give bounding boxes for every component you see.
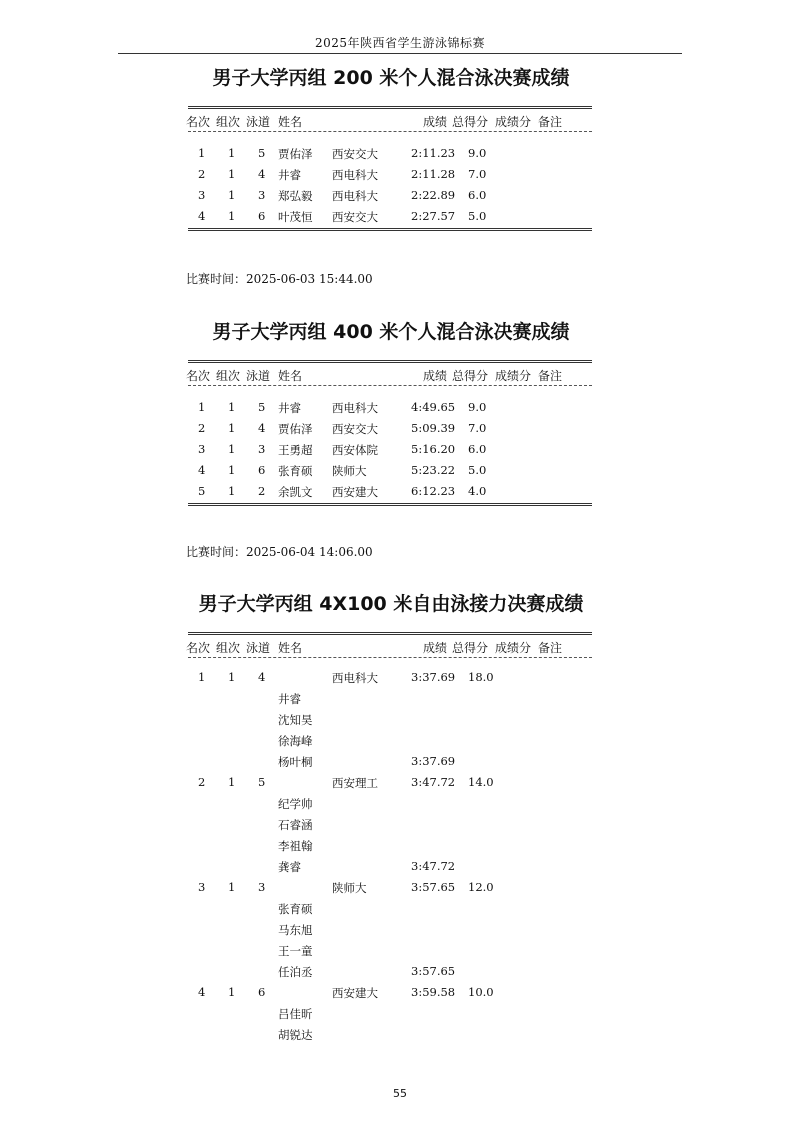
table-row — [186, 752, 596, 773]
points-cell: 5.0 — [468, 463, 487, 477]
time-cell: 3:47.72 — [411, 859, 456, 873]
points-cell: 7.0 — [468, 167, 487, 181]
heat-cell: 1 — [228, 463, 236, 477]
col-note: 备注 — [538, 369, 563, 383]
column-header-row — [186, 109, 596, 131]
name-cell: 李祖翰 — [278, 839, 313, 853]
col-score: 成绩分 — [495, 369, 532, 383]
table-row — [186, 878, 596, 899]
rank-cell: 3 — [198, 442, 206, 456]
col-lane: 泳道 — [246, 369, 271, 383]
meet-time: 比赛时间：2025-06-04 14:06.00 — [186, 545, 373, 559]
col-score: 成绩分 — [495, 641, 532, 655]
points-cell: 4.0 — [468, 484, 487, 498]
rank-cell: 1 — [198, 670, 206, 684]
lane-cell: 2 — [258, 484, 266, 498]
col-time: 成绩 — [423, 369, 448, 383]
heat-cell: 1 — [228, 985, 236, 999]
name-cell: 贾佑泽 — [278, 147, 313, 161]
header-rule — [118, 53, 682, 54]
name-cell: 吕佳昕 — [278, 1007, 313, 1021]
name-cell: 井睿 — [278, 401, 301, 415]
table-row — [186, 857, 596, 878]
team-cell: 西安理工 — [332, 776, 378, 790]
rank-cell: 3 — [198, 880, 206, 894]
event-section-200im — [186, 64, 596, 231]
lane-cell: 6 — [258, 463, 266, 477]
table-row — [186, 461, 596, 482]
table-row — [186, 440, 596, 461]
col-name: 姓名 — [278, 369, 303, 383]
table-row — [186, 941, 596, 962]
name-cell: 王一童 — [278, 944, 313, 958]
name-cell: 张育硕 — [278, 464, 313, 478]
rank-cell: 2 — [198, 421, 206, 435]
event-title: 男子大学丙组 400 米个人混合泳决赛成绩 — [212, 321, 570, 343]
column-header-row — [186, 363, 596, 385]
page-number: 55 — [393, 1087, 407, 1100]
table-row — [186, 920, 596, 941]
table-row — [186, 419, 596, 440]
time-cell: 5:09.39 — [411, 421, 456, 435]
table-row — [186, 689, 596, 710]
time-cell: 3:59.58 — [411, 985, 456, 999]
column-header-row — [186, 635, 596, 657]
table-row — [186, 165, 596, 186]
rank-cell: 5 — [198, 484, 206, 498]
name-cell: 石睿涵 — [278, 818, 313, 832]
team-cell: 西安建大 — [332, 485, 378, 499]
results-table — [186, 398, 596, 503]
double-rule — [188, 228, 592, 231]
time-cell: 3:47.72 — [411, 775, 456, 789]
name-cell: 郑弘毅 — [278, 189, 313, 203]
points-cell: 18.0 — [468, 670, 494, 684]
rank-cell: 4 — [198, 209, 206, 223]
col-heat: 组次 — [216, 641, 241, 655]
time-cell: 5:16.20 — [411, 442, 456, 456]
results-table — [186, 668, 596, 1046]
table-row — [186, 207, 596, 228]
team-cell: 西安交大 — [332, 422, 378, 436]
col-score: 成绩分 — [495, 115, 532, 129]
name-cell: 徐海峰 — [278, 734, 313, 748]
table-row — [186, 1025, 596, 1046]
points-cell: 12.0 — [468, 880, 494, 894]
team-cell: 西电科大 — [332, 189, 378, 203]
team-cell: 西电科大 — [332, 401, 378, 415]
name-cell: 张育硕 — [278, 902, 313, 916]
col-rank: 名次 — [186, 369, 211, 383]
lane-cell: 3 — [258, 880, 266, 894]
heat-cell: 1 — [228, 400, 236, 414]
name-cell: 余凯文 — [278, 485, 313, 499]
heat-cell: 1 — [228, 167, 236, 181]
heat-cell: 1 — [228, 442, 236, 456]
results-table — [186, 144, 596, 228]
lane-cell: 3 — [258, 188, 266, 202]
time-cell: 2:27.57 — [411, 209, 456, 223]
lane-cell: 3 — [258, 442, 266, 456]
heat-cell: 1 — [228, 209, 236, 223]
points-cell: 5.0 — [468, 209, 487, 223]
col-points: 总得分 — [452, 369, 489, 383]
event-title: 男子大学丙组 4X100 米自由泳接力决赛成绩 — [198, 593, 584, 615]
heat-cell: 1 — [228, 146, 236, 160]
col-time: 成绩 — [423, 641, 448, 655]
col-name: 姓名 — [278, 115, 303, 129]
rank-cell: 4 — [198, 985, 206, 999]
team-cell: 西安体院 — [332, 443, 378, 457]
lane-cell: 4 — [258, 670, 266, 684]
table-row — [186, 1004, 596, 1025]
col-heat: 组次 — [216, 115, 241, 129]
time-cell: 6:12.23 — [411, 484, 456, 498]
col-heat: 组次 — [216, 369, 241, 383]
col-lane: 泳道 — [246, 641, 271, 655]
team-cell: 西安交大 — [332, 147, 378, 161]
heat-cell: 1 — [228, 880, 236, 894]
table-row — [186, 482, 596, 503]
table-row — [186, 186, 596, 207]
name-cell: 任泊丞 — [278, 965, 313, 979]
lane-cell: 5 — [258, 775, 266, 789]
col-note: 备注 — [538, 641, 563, 655]
col-name: 姓名 — [278, 641, 303, 655]
name-cell: 马东旭 — [278, 923, 313, 937]
event-section-4x100-relay — [186, 590, 596, 1046]
name-cell: 王勇超 — [278, 443, 313, 457]
team-cell: 西安交大 — [332, 210, 378, 224]
lane-cell: 5 — [258, 400, 266, 414]
name-cell: 井睿 — [278, 692, 301, 706]
heat-cell: 1 — [228, 484, 236, 498]
lane-cell: 5 — [258, 146, 266, 160]
table-row — [186, 815, 596, 836]
table-row — [186, 668, 596, 689]
rank-cell: 2 — [198, 167, 206, 181]
team-cell: 陕师大 — [332, 881, 367, 895]
meet-time: 比赛时间：2025-06-03 15:44.00 — [186, 272, 373, 286]
event-section-400im — [186, 318, 596, 506]
rank-cell: 3 — [198, 188, 206, 202]
name-cell: 杨叶桐 — [278, 755, 313, 769]
heat-cell: 1 — [228, 775, 236, 789]
table-row — [186, 731, 596, 752]
table-row — [186, 398, 596, 419]
time-cell: 4:49.65 — [411, 400, 456, 414]
table-row — [186, 794, 596, 815]
points-cell: 14.0 — [468, 775, 494, 789]
time-cell: 5:23.22 — [411, 463, 456, 477]
event-title: 男子大学丙组 200 米个人混合泳决赛成绩 — [212, 67, 570, 89]
time-cell: 3:57.65 — [411, 964, 456, 978]
points-cell: 7.0 — [468, 421, 487, 435]
team-cell: 西电科大 — [332, 168, 378, 182]
name-cell: 井睿 — [278, 168, 301, 182]
time-cell: 3:57.65 — [411, 880, 456, 894]
rank-cell: 4 — [198, 463, 206, 477]
team-cell: 陕师大 — [332, 464, 367, 478]
team-cell: 西电科大 — [332, 671, 378, 685]
name-cell: 叶茂恒 — [278, 210, 313, 224]
rank-cell: 1 — [198, 400, 206, 414]
points-cell: 6.0 — [468, 188, 487, 202]
lane-cell: 4 — [258, 167, 266, 181]
col-points: 总得分 — [452, 115, 489, 129]
col-rank: 名次 — [186, 115, 211, 129]
col-points: 总得分 — [452, 641, 489, 655]
col-time: 成绩 — [423, 115, 448, 129]
name-cell: 贾佑泽 — [278, 422, 313, 436]
table-row — [186, 899, 596, 920]
table-row — [186, 710, 596, 731]
lane-cell: 6 — [258, 209, 266, 223]
table-row — [186, 983, 596, 1004]
table-row — [186, 962, 596, 983]
page-header: 2025年陕西省学生游泳锦标赛 — [314, 36, 486, 50]
heat-cell: 1 — [228, 188, 236, 202]
lane-cell: 4 — [258, 421, 266, 435]
name-cell: 纪学帅 — [278, 797, 313, 811]
table-row — [186, 773, 596, 794]
points-cell: 9.0 — [468, 146, 487, 160]
col-lane: 泳道 — [246, 115, 271, 129]
table-row — [186, 836, 596, 857]
col-rank: 名次 — [186, 641, 211, 655]
name-cell: 沈知昊 — [278, 713, 313, 727]
name-cell: 胡锐达 — [278, 1028, 313, 1042]
table-row — [186, 144, 596, 165]
points-cell: 10.0 — [468, 985, 494, 999]
time-cell: 2:11.28 — [411, 167, 456, 181]
lane-cell: 6 — [258, 985, 266, 999]
rank-cell: 1 — [198, 146, 206, 160]
time-cell: 2:11.23 — [411, 146, 456, 160]
time-cell: 3:37.69 — [411, 670, 456, 684]
time-cell: 2:22.89 — [411, 188, 456, 202]
rank-cell: 2 — [198, 775, 206, 789]
name-cell: 龚睿 — [278, 860, 301, 874]
points-cell: 6.0 — [468, 442, 487, 456]
double-rule — [188, 503, 592, 506]
heat-cell: 1 — [228, 670, 236, 684]
team-cell: 西安建大 — [332, 986, 378, 1000]
time-cell: 3:37.69 — [411, 754, 456, 768]
heat-cell: 1 — [228, 421, 236, 435]
points-cell: 9.0 — [468, 400, 487, 414]
col-note: 备注 — [538, 115, 563, 129]
